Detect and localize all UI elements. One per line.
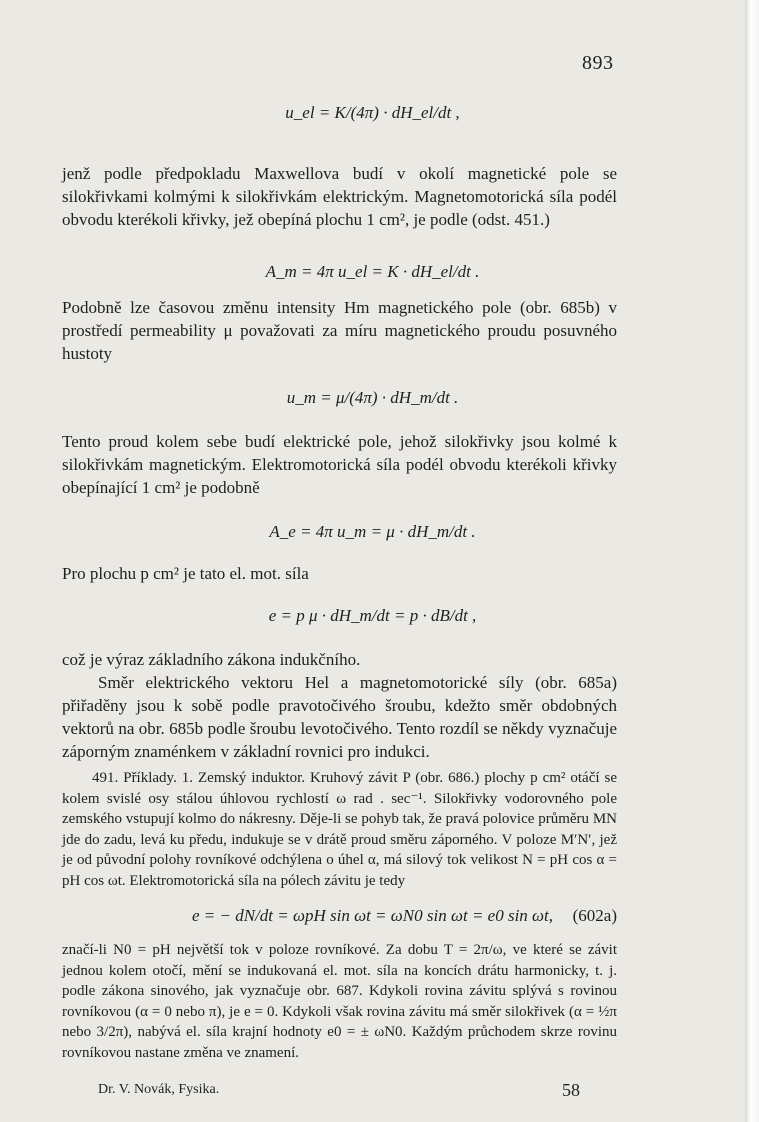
equation-3-text: u_m = μ/(4π) · dH_m/dt . (286, 388, 459, 407)
equation-4 (0, 522, 745, 542)
equation-2-text: A_m = 4π u_el = K · dH_el/dt . (265, 262, 480, 281)
equation-6-text: e = − dN/dt = ωpH sin ωt = ωN0 sin ωt = e0 sin ωt, (191, 906, 554, 925)
paragraph-6: Směr elektrického vektoru Hel a magnetomotorické síly (obr. 685a) přiřaděny jsou k sobě podle pravotočivého šroubu, kdežto směr obdobných vektorů na obr. 685b podle šroubu levotočivého. Tento rozdíl se někdy vyznačuje záporným znaménkem v základní rovnici pro indukci. (62, 673, 617, 761)
footer-author: Dr. V. Novák, Fysika. (98, 1082, 220, 1097)
paragraph-4: Pro plochu p cm² je tato el. mot. síla (62, 564, 309, 583)
paragraph-7: 491. Příklady. 1. Zemský induktor. Kruhový závit P (obr. 686.) plochy p cm² otáčí se kolem svislé osy stálou úhlovou rychlostí ω rad . sec⁻¹. Silokřivky vodorovného pole zemského vstupují kolmo do nákresny. Děje-li se pohyb tak, že pravá polovice průměru MN jde do zadu, levá ku předu, indukuje se v drátě proud směru záporného. V poloze M′N′, jež je od původní polohy rovníkové odchýlena o úhel α, má silový tok velikost N = pH cos α = pH cos ωt. Elektromotorická síla na pólech závitu je tedy (62, 770, 617, 889)
page-edge (745, 0, 759, 1122)
equation-2 (0, 262, 745, 282)
footer-sheet-number: 58 (562, 1080, 580, 1100)
paragraph-3: Tento proud kolem sebe budí elektrické pole, jehož silokřivky jsou kolmé k silokřivkám magnetickým. Elektromotorická síla podél obvodu kterékoli křivky obepínající 1 cm² je podobně (62, 432, 617, 497)
paragraph-1: jenž podle předpokladu Maxwellova budí v okolí magnetické pole se silokřivkami kolmými k silokřivkám elektrickým. Magnetomotorická síla podél obvodu kterékoli křivky, jež obepíná plochu 1 cm², je podle (odst. 451.) (62, 164, 617, 229)
equation-6-number: (602a) (572, 906, 617, 925)
page-number: 893 (582, 52, 614, 74)
equation-4-text: A_e = 4π u_m = μ · dH_m/dt . (269, 522, 476, 541)
equation-5 (0, 606, 745, 626)
equation-5-text: e = p μ · dH_m/dt = p · dB/dt , (268, 606, 477, 625)
equation-3 (0, 388, 745, 408)
paragraph-2: Podobně lze časovou změnu intensity Hm magnetického pole (obr. 685b) v prostředí permeability μ považovati za míru magnetického proudu posuvného hustoty (62, 298, 617, 363)
equation-6 (0, 906, 745, 926)
equation-1-text: u_el = K/(4π) · dH_el/dt , (285, 103, 460, 122)
paragraph-8: značí-li N0 = pH největší tok v poloze rovníkové. Za dobu T = 2π/ω, ve které se závit jednou kolem otočí, mění se indukovaná el. mot. síla na koncích drátu harmonicky, t. j. podle zákona sinového, jak vyznačuje obr. 687. Kdykoli rovina závitu splývá s rovinou rovníkovou (α = 0 nebo π), je e = 0. Kdykoli však rovina závitu má směr silokřivek (α = ½π nebo 3/2π), nabývá el. síla krajní hodnoty e0 = ± ωN0. Každým průchodem skrze rovinu rovníkovou nastane změna ve znamení. (62, 942, 617, 1061)
equation-1 (0, 103, 745, 123)
paragraph-5: což je výraz základního zákona indukčního. (62, 650, 361, 669)
